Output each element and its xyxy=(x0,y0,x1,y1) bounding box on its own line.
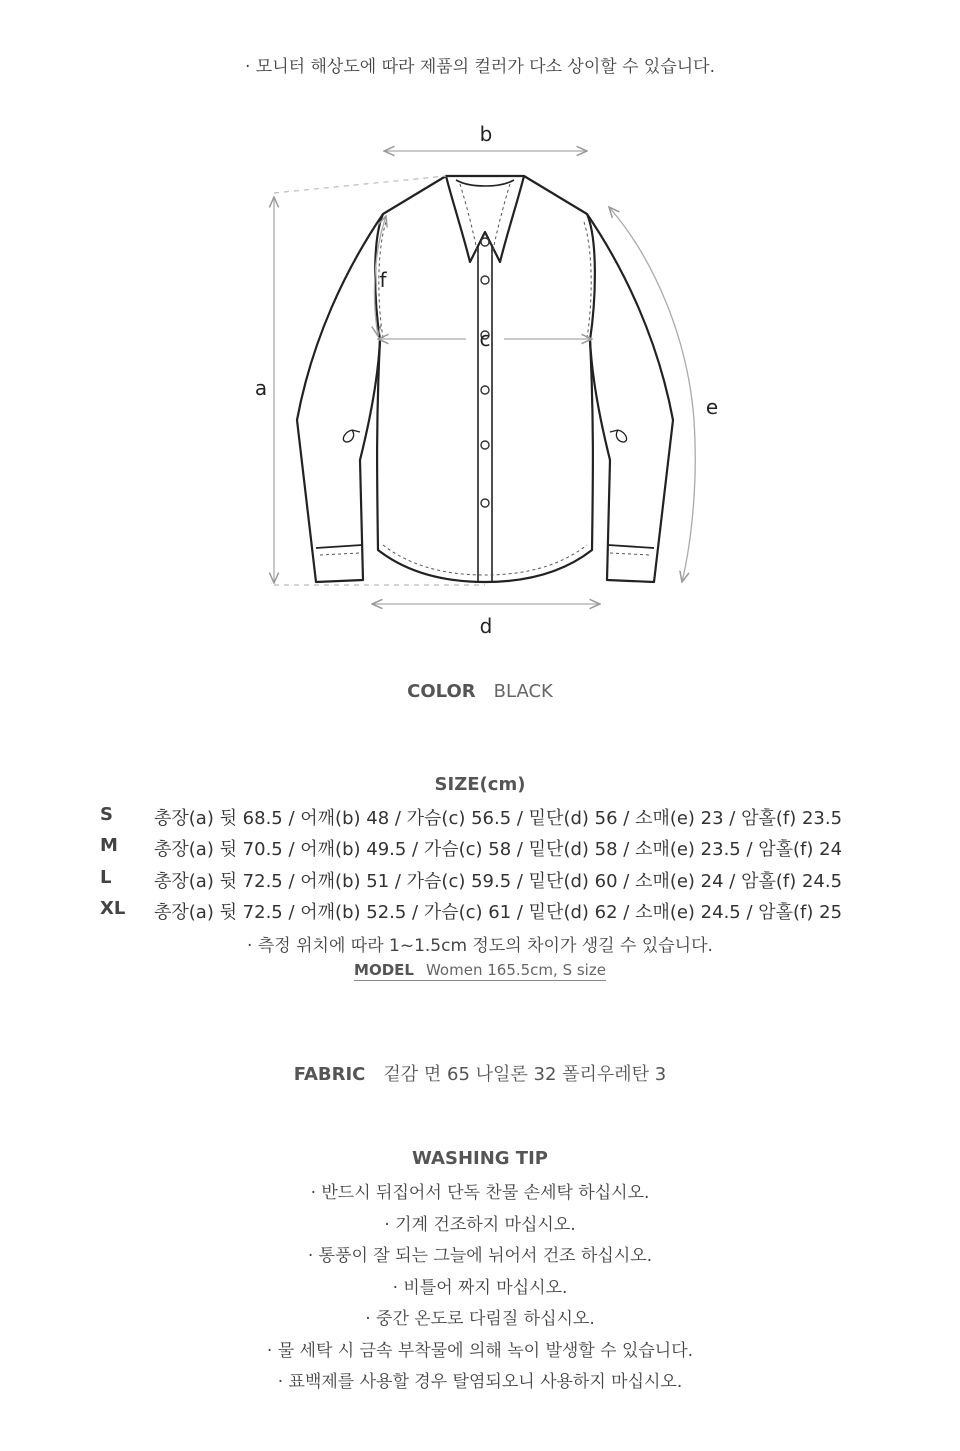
washing-tip: · 반드시 뒤집어서 단독 찬물 손세탁 하십시오. xyxy=(310,1183,650,1203)
washing-tip-list xyxy=(0,1178,960,1399)
shirt-buttons xyxy=(481,238,489,507)
size-note: · 측정 위치에 따라 1~1.5cm 정도의 차이가 생길 수 있습니다. xyxy=(247,936,713,956)
measure-label-f: f xyxy=(379,268,387,292)
model-value: Women 165.5cm, S size xyxy=(425,961,606,979)
size-code: M xyxy=(100,835,118,856)
size-spec: 총장(a) 뒷 68.5 / 어깨(b) 48 / 가슴(c) 56.5 / 밑단(d) 56 / 소매(e) 23 / 암홀(f) 23.5 xyxy=(154,808,843,829)
size-spec: 총장(a) 뒷 72.5 / 어깨(b) 52.5 / 가슴(c) 61 / 밑단(d) 62 / 소매(e) 24.5 / 암홀(f) 25 xyxy=(154,902,843,923)
washing-tip: · 표백제를 사용할 경우 탈염되오니 사용하지 마십시오. xyxy=(277,1372,683,1392)
fabric-value: 겉감 면 65 나일론 32 폴리우레탄 3 xyxy=(383,1064,667,1085)
measure-label-a: a xyxy=(254,376,268,400)
color-value: BLACK xyxy=(493,681,553,702)
color-notice: · 모니터 해상도에 따라 제품의 컬러가 다소 상이할 수 있습니다. xyxy=(245,57,715,77)
washing-tip: · 비틀어 짜지 마십시오. xyxy=(392,1277,568,1298)
size-row xyxy=(0,898,960,924)
shirt-illustration xyxy=(297,176,673,582)
size-title: SIZE(cm) xyxy=(434,774,526,795)
color-label: COLOR xyxy=(407,681,476,702)
model-label: MODEL xyxy=(354,961,414,979)
shirt-size-diagram xyxy=(0,100,960,660)
fabric-info xyxy=(0,1060,960,1086)
size-spec: 총장(a) 뒷 70.5 / 어깨(b) 49.5 / 가슴(c) 58 / 밑단(d) 58 / 소매(e) 23.5 / 암홀(f) 24 xyxy=(154,839,843,860)
size-code: S xyxy=(100,804,113,825)
measure-e-arrow xyxy=(609,207,695,582)
washing-tip: · 통풍이 잘 되는 그늘에 뉘어서 건조 하십시오. xyxy=(307,1246,653,1266)
model-info xyxy=(0,961,960,981)
size-code: XL xyxy=(100,898,126,919)
fabric-label: FABRIC xyxy=(293,1064,366,1085)
measure-label-b: b xyxy=(479,122,493,146)
color-info xyxy=(0,681,960,702)
washing-tip: · 중간 온도로 다림질 하십시오. xyxy=(365,1309,595,1329)
washing-tip: · 기계 건조하지 마십시오. xyxy=(384,1214,576,1235)
measure-label-d: d xyxy=(479,614,493,638)
size-code: L xyxy=(100,867,112,888)
size-row xyxy=(0,804,960,830)
size-spec: 총장(a) 뒷 72.5 / 어깨(b) 51 / 가슴(c) 59.5 / 밑단(d) 60 / 소매(e) 24 / 암홀(f) 24.5 xyxy=(154,871,843,892)
size-row xyxy=(0,835,960,861)
measure-label-e: e xyxy=(705,395,719,419)
washing-tip: · 물 세탁 시 금속 부착물에 의해 녹이 발생할 수 있습니다. xyxy=(266,1340,694,1361)
washing-tip-title: WASHING TIP xyxy=(412,1148,548,1169)
size-row xyxy=(0,867,960,893)
measure-label-c: c xyxy=(479,327,491,351)
